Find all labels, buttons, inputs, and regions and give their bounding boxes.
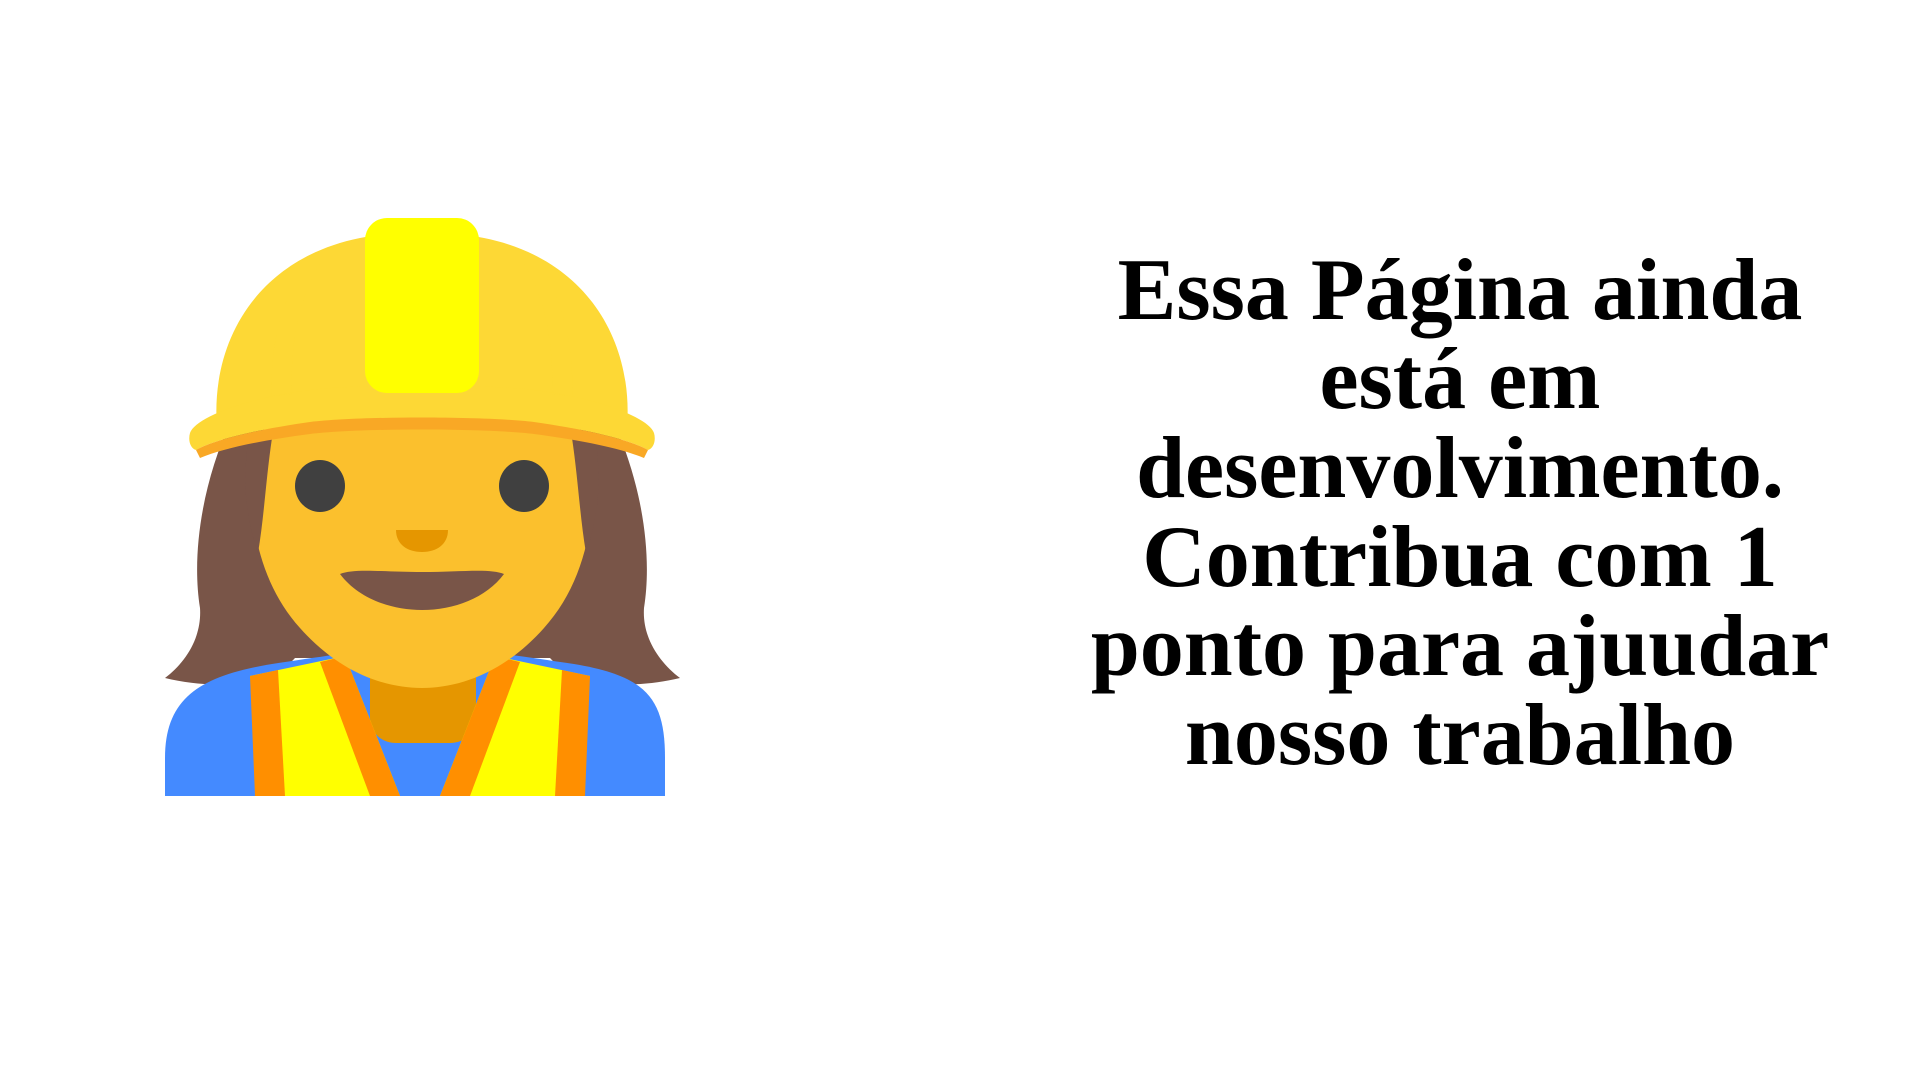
message-line: está em <box>1319 331 1601 428</box>
message-line: desenvolvimento. <box>1136 420 1784 517</box>
message-line: ponto para ajuudar <box>1090 598 1830 695</box>
helmet-ridge <box>365 218 479 393</box>
eye-right <box>499 460 549 512</box>
eye-left <box>295 460 345 512</box>
under-construction-message <box>1010 242 1910 784</box>
message-line: Contribua com 1 <box>1142 509 1778 606</box>
message-line: Essa Página ainda <box>1117 242 1803 339</box>
construction-worker-icon <box>160 218 680 796</box>
message-line: nosso trabalho <box>1184 687 1736 784</box>
